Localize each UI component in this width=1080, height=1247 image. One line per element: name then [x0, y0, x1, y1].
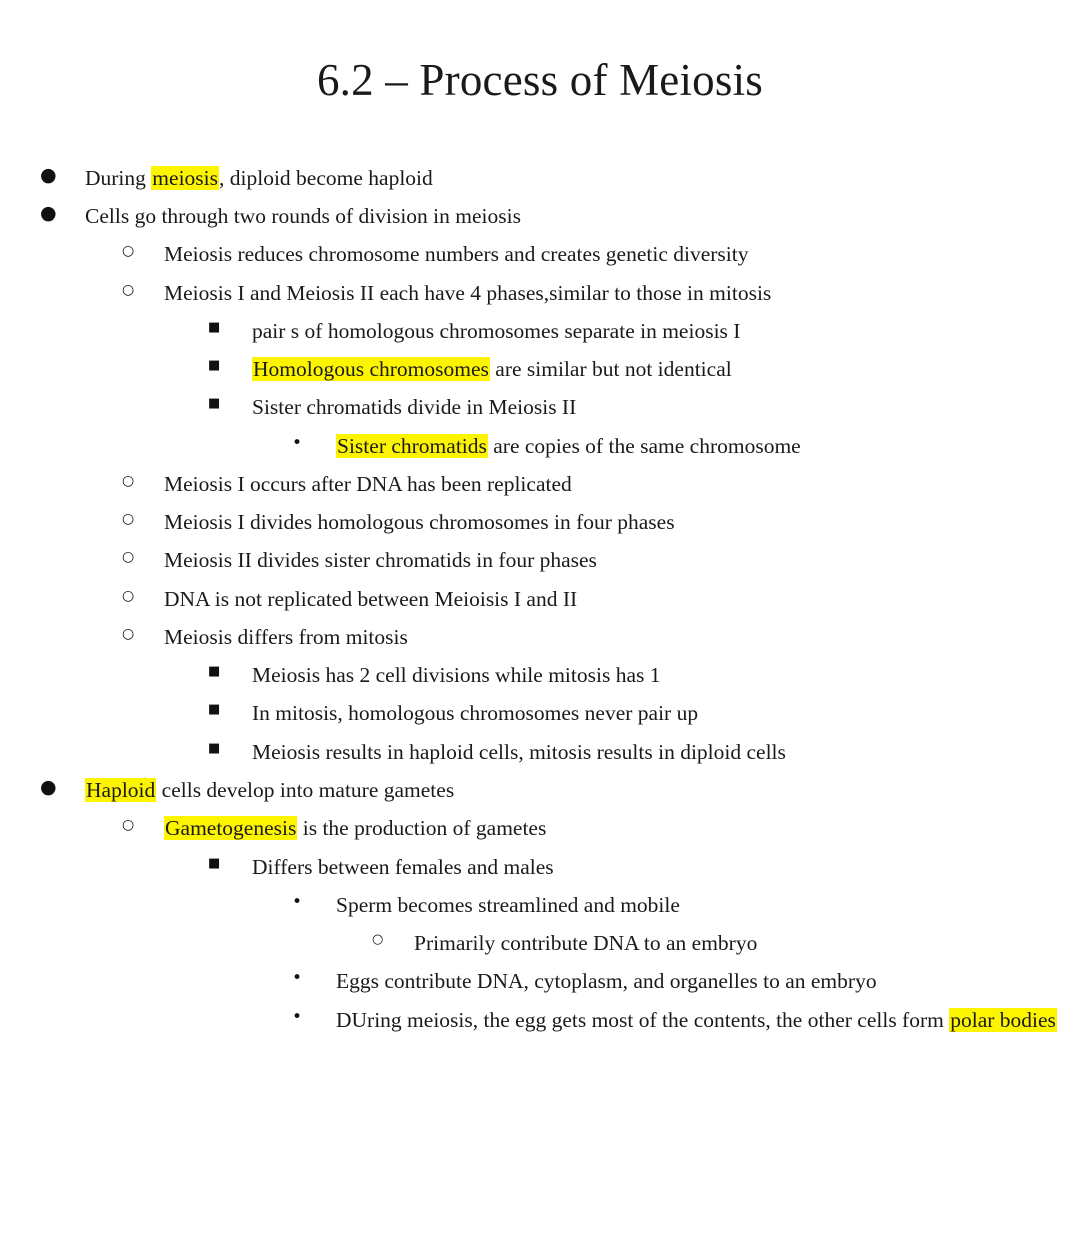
- list-item: [0, 618, 1080, 656]
- highlighted-term: Homologous chromosomes: [253, 357, 489, 382]
- list-item: [0, 541, 1080, 579]
- highlighted-term: Haploid: [86, 778, 156, 802]
- circle-bullet-icon: ○: [122, 625, 135, 642]
- circle-bullet-icon: ○: [122, 587, 135, 604]
- circle-bullet-icon: ○: [122, 281, 135, 298]
- small_disc-bullet-icon: •: [292, 968, 303, 989]
- list-item-row: [0, 886, 1080, 924]
- circle-bullet-icon: ○: [122, 549, 135, 566]
- list-item-row: [0, 733, 1080, 771]
- list-item-text: [336, 427, 1080, 465]
- list-item-row: [0, 694, 1080, 732]
- disc-bullet-icon: ●: [40, 163, 57, 186]
- list-item: [0, 427, 1080, 465]
- list-item-row: [0, 924, 1080, 962]
- plain-text: Meiosis differs from mitosis: [164, 624, 408, 649]
- list-item-row: [0, 350, 1080, 388]
- plain-text: DUring meiosis, the egg gets most of the contents, the other cells form: [336, 1007, 950, 1032]
- list-item-text: [252, 350, 1080, 388]
- plain-text: Primarily contribute DNA to an embryo: [414, 931, 758, 956]
- square-bullet-icon: ■: [208, 358, 221, 374]
- list-item: [0, 580, 1080, 618]
- plain-text: Differs between females and males: [252, 854, 554, 879]
- list-item-row: [0, 962, 1080, 1000]
- list-item: [0, 159, 1080, 197]
- list-item: [0, 771, 1080, 809]
- plain-text: , diploid become haploid: [219, 165, 433, 190]
- square-bullet-icon: ■: [208, 740, 221, 756]
- list-item: [0, 962, 1080, 1000]
- list-item-row: [0, 427, 1080, 465]
- plain-text: is the production of gametes: [297, 816, 547, 841]
- small_disc-bullet-icon: •: [292, 432, 303, 453]
- plain-text: Meiosis II divides sister chromatids in four phases: [164, 548, 597, 573]
- list-item-text: [85, 771, 1080, 809]
- square-bullet-icon: ■: [208, 855, 221, 871]
- list-item: [0, 924, 1080, 962]
- list-item: [0, 312, 1080, 350]
- highlighted-term: meiosis: [152, 165, 218, 190]
- small_disc-bullet-icon: •: [292, 1006, 303, 1027]
- list-item-row: [0, 809, 1080, 847]
- circle-bullet-icon: ○: [122, 817, 135, 834]
- list-item-text: [164, 235, 1080, 273]
- list-item-row: [0, 580, 1080, 618]
- outline-list: [0, 159, 1080, 1039]
- highlighted-term: Sister chromatids: [337, 433, 487, 458]
- circle-bullet-icon: ○: [372, 932, 384, 948]
- plain-text: Meiosis I and Meiosis II each have 4 phases,similar to those in mitosis: [164, 280, 772, 305]
- plain-text: Meiosis I divides homologous chromosomes in four phases: [164, 510, 675, 535]
- plain-text: are copies of the same chromosome: [487, 433, 801, 458]
- list-item-text: [252, 848, 1080, 886]
- highlighted-term: Gametogenesis: [165, 816, 297, 841]
- plain-text: Meiosis results in haploid cells, mitosis results in diploid cells: [252, 739, 786, 764]
- list-item: [0, 235, 1080, 273]
- list-item-row: [0, 274, 1080, 312]
- list-item: [0, 503, 1080, 541]
- list-item: [0, 886, 1080, 924]
- list-item-row: [0, 503, 1080, 541]
- list-item-text: [164, 809, 1080, 847]
- list-item: [0, 465, 1080, 503]
- list-item-text: [252, 388, 1080, 426]
- list-item-text: [252, 656, 1080, 694]
- list-item: [0, 388, 1080, 426]
- plain-text: During: [85, 165, 152, 190]
- list-item-text: [252, 733, 1080, 771]
- circle-bullet-icon: ○: [122, 472, 135, 489]
- list-item-row: [0, 388, 1080, 426]
- plain-text: In mitosis, homologous chromosomes never pair up: [252, 701, 699, 726]
- list-item: [0, 733, 1080, 771]
- document-page: [0, 55, 1080, 1247]
- square-bullet-icon: ■: [208, 702, 221, 718]
- list-item: [0, 694, 1080, 732]
- list-item: [0, 848, 1080, 886]
- list-item-row: [0, 618, 1080, 656]
- list-item: [0, 197, 1080, 235]
- disc-bullet-icon: ●: [40, 202, 57, 225]
- list-item-row: [0, 465, 1080, 503]
- list-item: [0, 656, 1080, 694]
- list-item-text: [164, 618, 1080, 656]
- list-item-row: [0, 159, 1080, 197]
- list-item-row: [0, 771, 1080, 809]
- small_disc-bullet-icon: •: [292, 891, 303, 912]
- square-bullet-icon: ■: [208, 319, 221, 335]
- plain-text: Meiosis I occurs after DNA has been replicated: [164, 471, 572, 496]
- list-item-row: [0, 848, 1080, 886]
- list-item-row: [0, 235, 1080, 273]
- circle-bullet-icon: ○: [122, 511, 135, 528]
- list-item: [0, 350, 1080, 388]
- plain-text: cells develop into mature gametes: [156, 778, 455, 802]
- list-item-row: [0, 1001, 1080, 1039]
- plain-text: DNA is not replicated between Meioisis I and II: [164, 586, 578, 611]
- plain-text: Sister chromatids divide in Meiosis II: [252, 395, 577, 420]
- list-item: [0, 274, 1080, 312]
- plain-text: Meiosis reduces chromosome numbers and creates genetic diversity: [164, 242, 749, 267]
- list-item-text: [164, 541, 1080, 579]
- list-item: [0, 1001, 1080, 1039]
- square-bullet-icon: ■: [208, 396, 221, 412]
- plain-text: Meiosis has 2 cell divisions while mitosis has 1: [252, 663, 661, 688]
- list-item-text: [164, 465, 1080, 503]
- plain-text: Cells go through two rounds of division in meiosis: [85, 204, 521, 229]
- list-item-row: [0, 541, 1080, 579]
- highlighted-term: polar bodies: [950, 1007, 1056, 1032]
- list-item-text: [85, 197, 1080, 235]
- page-title: 6.2 – Process of Meiosis: [316, 55, 764, 105]
- plain-text: Sperm becomes streamlined and mobile: [336, 892, 680, 917]
- list-item: [0, 809, 1080, 847]
- square-bullet-icon: ■: [208, 664, 221, 680]
- list-item-text: [336, 962, 1080, 1000]
- list-item-text: [164, 274, 1080, 312]
- list-item-text: [414, 924, 1080, 962]
- plain-text: are similar but not identical: [489, 357, 732, 382]
- list-item-text: [252, 312, 1080, 350]
- disc-bullet-icon: ●: [40, 776, 57, 798]
- list-item-row: [0, 312, 1080, 350]
- plain-text: pair s of homologous chromosomes separate in meiosis I: [252, 318, 741, 343]
- circle-bullet-icon: ○: [122, 243, 135, 260]
- plain-text: Eggs contribute DNA, cytoplasm, and organelles to an embryo: [336, 969, 877, 994]
- list-item-row: [0, 197, 1080, 235]
- list-item-row: [0, 656, 1080, 694]
- list-item-text: [336, 1001, 1080, 1039]
- list-item-text: [85, 159, 1080, 197]
- list-item-text: [336, 886, 1080, 924]
- list-item-text: [252, 694, 1080, 732]
- list-item-text: [164, 580, 1080, 618]
- list-item-text: [164, 503, 1080, 541]
